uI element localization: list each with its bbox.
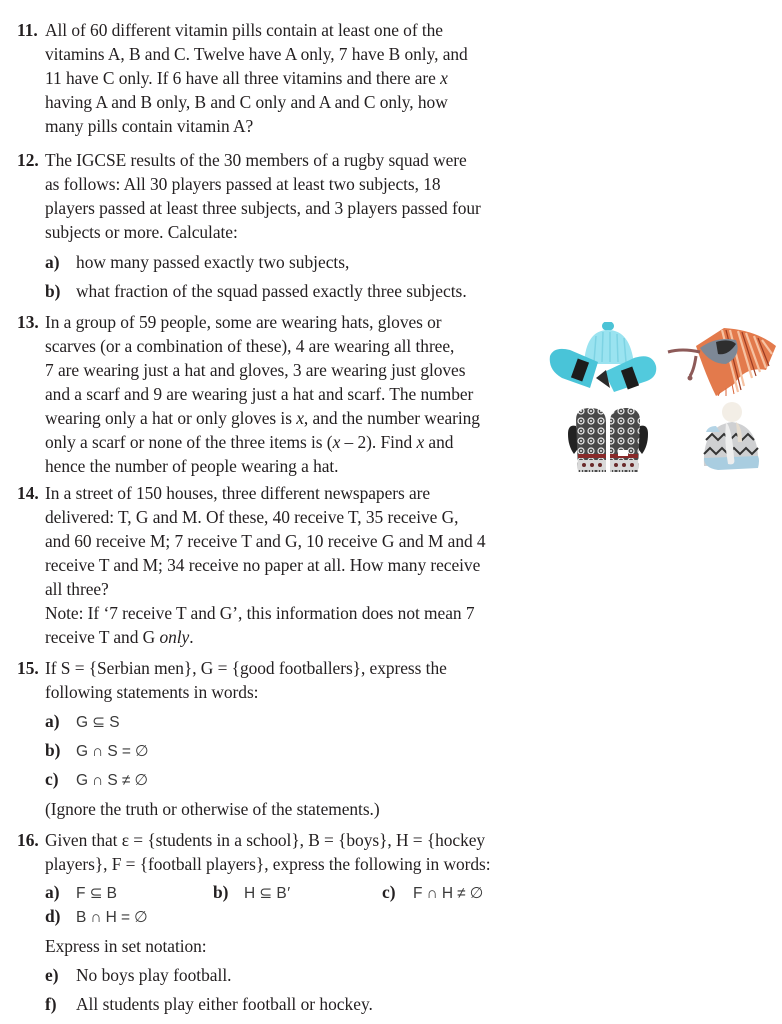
question-text-line: and a scarf and 9 are wearing just a hat and scarf. The number — [45, 384, 474, 404]
question-text-line: having A and B only, B and C only and A and C only, how — [45, 92, 448, 112]
question-number: 14. — [17, 483, 39, 503]
question-text-line: players}, F = {football players}, express the following in words: — [45, 854, 491, 874]
set-expression: F ∩ H ≠ ∅ — [413, 885, 484, 902]
sub-label: c) — [45, 769, 59, 789]
set-expression: G ∩ S = ∅ — [76, 743, 150, 760]
question-text-line: receive T and M; 34 receive no paper at all. How many receive — [45, 555, 481, 575]
sub-question-b — [45, 279, 467, 303]
set-expression: H ⊆ B′ — [244, 885, 291, 902]
sub-question-a — [45, 250, 349, 274]
sub-question-b — [45, 738, 149, 764]
question-text-line: subjects or more. Calculate: — [45, 222, 238, 242]
question-number: 15. — [17, 658, 39, 678]
question-text-line: In a group of 59 people, some are wearing hats, gloves or — [45, 312, 442, 332]
text-fragment: 11 have C only. If 6 have all three vitamins and there are — [45, 68, 441, 88]
sub-label: a) — [45, 882, 60, 902]
question-text-line: 7 are wearing just a hat and gloves, 3 are wearing just gloves — [45, 360, 466, 380]
question-text-line: The IGCSE results of the 30 members of a rugby squad were — [45, 150, 467, 170]
question-text-line: vitamins A, B and C. Twelve have A only, 7 have B only, and — [45, 44, 468, 64]
sub-label: b) — [213, 882, 229, 902]
question-number: 11. — [17, 20, 38, 40]
question-number: 13. — [17, 312, 39, 332]
sub-label: d) — [45, 906, 61, 926]
sub-question-b — [213, 880, 291, 906]
sub-text: All students play either football or hockey. — [76, 994, 373, 1014]
sub-question-c — [45, 767, 148, 793]
question-text-line: delivered: T, G and M. Of these, 40 receive T, 35 receive G, — [45, 507, 459, 527]
text-fragment: – 2). Find — [340, 432, 417, 452]
set-expression: F ⊆ B — [76, 885, 118, 902]
sub-label: b) — [45, 281, 61, 301]
variable-x: x — [332, 432, 341, 452]
question-note: (Ignore the truth or otherwise of the statements.) — [45, 799, 380, 819]
text-fragment: wearing only a hat or only gloves is — [45, 408, 297, 428]
sub-label: f) — [45, 994, 57, 1014]
variable-x: x — [416, 432, 425, 452]
sub-text: how many passed exactly two subjects, — [76, 252, 350, 272]
sub-label: a) — [45, 711, 60, 731]
text-fragment: , and the number wearing — [303, 408, 480, 428]
sub-question-f — [45, 992, 373, 1016]
knitted-bobble-hat-image — [698, 402, 764, 476]
note-text-line: Note: If ‘7 receive T and G’, this information does not mean 7 — [45, 603, 475, 623]
question-text-line: all three? — [45, 579, 109, 599]
question-text-line: If S = {Serbian men}, G = {good footballers}, express the — [45, 658, 447, 678]
question-text-line: and 60 receive M; 7 receive T and G, 10 receive G and M and 4 — [45, 531, 486, 551]
question-text-line: following statements in words: — [45, 682, 259, 702]
question-text-line — [45, 66, 448, 90]
sub-question-c — [382, 880, 484, 906]
question-text-line: In a street of 150 houses, three different newspapers are — [45, 483, 431, 503]
text-fragment: only a scarf or none of the three items is ( — [45, 432, 333, 452]
sub-question-e — [45, 963, 232, 987]
sub-text: what fraction of the squad passed exactly three subjects. — [76, 281, 467, 301]
note-text-line — [45, 625, 194, 649]
question-text-line: as follows: All 30 players passed at least two subjects, 18 — [45, 174, 441, 194]
sub-label: c) — [382, 882, 396, 902]
emphasis-only: only — [159, 627, 190, 647]
text-fragment: . — [189, 627, 194, 647]
sub-label: a) — [45, 252, 60, 272]
winter-clothing-images — [548, 320, 778, 480]
question-text-line: players passed at least three subjects, and 3 players passed four — [45, 198, 481, 218]
sub-text: No boys play football. — [76, 965, 232, 985]
text-fragment: and — [424, 432, 454, 452]
sub-label: e) — [45, 965, 59, 985]
variable-x: x — [440, 68, 448, 88]
patterned-mittens-image — [566, 406, 650, 474]
sub-question-d — [45, 904, 148, 930]
striped-scarf-image — [666, 326, 778, 396]
question-number: 12. — [17, 150, 39, 170]
question-text-line: many pills contain vitamin A? — [45, 116, 254, 136]
question-text-line — [45, 430, 453, 454]
sub-question-a — [45, 709, 120, 735]
question-text-line: Given that ε = {students in a school}, B = {boys}, H = {hockey — [45, 830, 486, 850]
variable-x: x — [296, 408, 304, 428]
question-text-line: hence the number of people wearing a hat. — [45, 456, 339, 476]
question-number: 16. — [17, 830, 39, 850]
text-fragment: receive T and G — [45, 627, 160, 647]
sub-label: b) — [45, 740, 61, 760]
question-text-line: All of 60 different vitamin pills contain at least one of the — [45, 20, 443, 40]
set-expression: G ⊆ S — [76, 714, 121, 731]
question-text-line — [45, 406, 480, 430]
sub-heading: Express in set notation: — [45, 936, 207, 956]
question-text-line: scarves (or a combination of these), 4 are wearing all three, — [45, 336, 455, 356]
set-expression: B ∩ H = ∅ — [76, 909, 149, 926]
turquoise-hat-and-gloves-image — [548, 322, 660, 392]
set-expression: G ∩ S ≠ ∅ — [76, 772, 149, 789]
sub-question-a — [45, 880, 118, 906]
